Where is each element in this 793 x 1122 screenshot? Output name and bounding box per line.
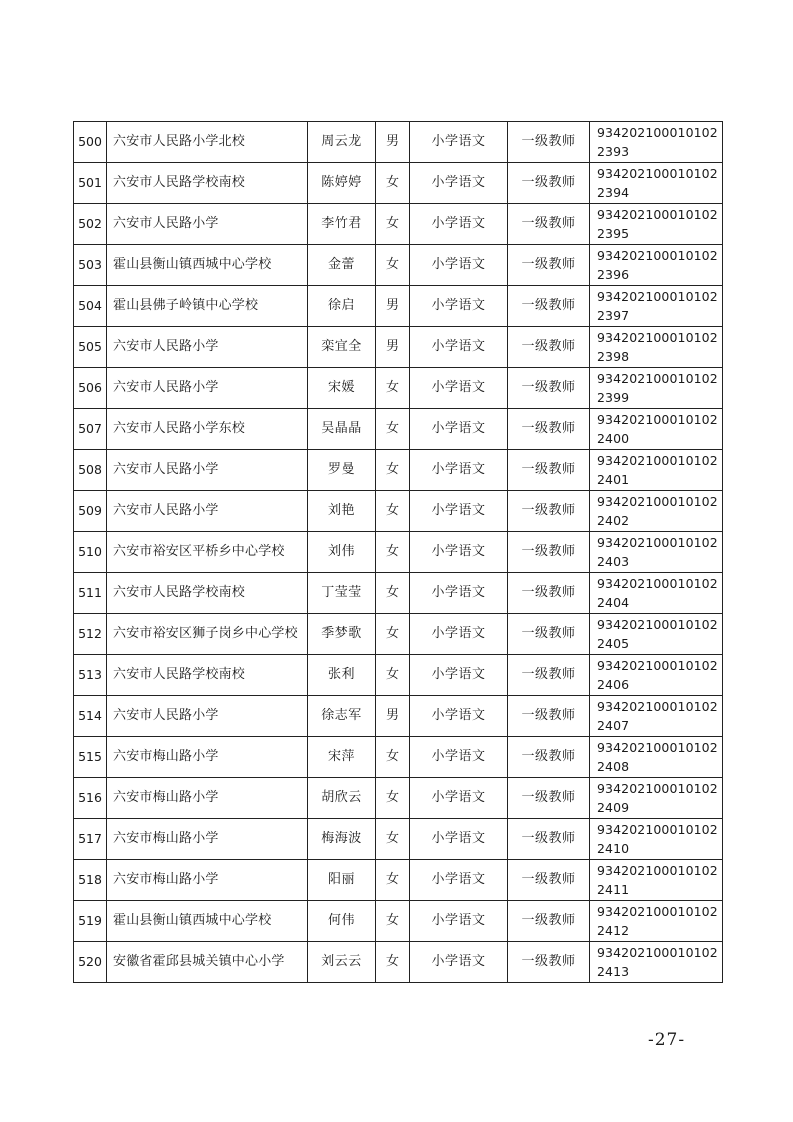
job-title-cell: 一级教师 <box>508 532 590 573</box>
certificate-number-cell: 9342021000101022410 <box>590 819 723 860</box>
table-row <box>74 491 723 532</box>
school-cell: 六安市人民路小学 <box>107 204 308 245</box>
job-title-cell: 一级教师 <box>508 573 590 614</box>
teacher-name-cell: 刘伟 <box>308 532 376 573</box>
row-number-cell: 505 <box>74 327 107 368</box>
job-title-cell: 一级教师 <box>508 860 590 901</box>
certificate-number-cell: 9342021000101022398 <box>590 327 723 368</box>
certificate-number-cell: 9342021000101022413 <box>590 942 723 983</box>
certificate-number-cell: 9342021000101022399 <box>590 368 723 409</box>
school-cell: 六安市梅山路小学 <box>107 860 308 901</box>
gender-cell: 女 <box>376 901 410 942</box>
certificate-number-cell: 9342021000101022412 <box>590 901 723 942</box>
teacher-name-cell: 刘艳 <box>308 491 376 532</box>
school-cell: 六安市人民路小学 <box>107 450 308 491</box>
page-number: -27- <box>648 1030 686 1050</box>
school-cell: 霍山县衡山镇西城中心学校 <box>107 901 308 942</box>
row-number-cell: 515 <box>74 737 107 778</box>
teacher-name-cell: 宋媛 <box>308 368 376 409</box>
school-cell: 六安市裕安区平桥乡中心学校 <box>107 532 308 573</box>
teacher-name-cell: 宋萍 <box>308 737 376 778</box>
gender-cell: 女 <box>376 655 410 696</box>
teacher-name-cell: 何伟 <box>308 901 376 942</box>
table-row <box>74 860 723 901</box>
certificate-number-cell: 9342021000101022409 <box>590 778 723 819</box>
school-cell: 六安市人民路小学北校 <box>107 122 308 163</box>
row-number-cell: 512 <box>74 614 107 655</box>
table-row <box>74 532 723 573</box>
table-body <box>74 122 723 983</box>
teacher-name-cell: 栾宜全 <box>308 327 376 368</box>
certificate-number-cell: 9342021000101022408 <box>590 737 723 778</box>
teacher-name-cell: 梅海波 <box>308 819 376 860</box>
subject-cell: 小学语文 <box>410 286 508 327</box>
school-cell: 六安市人民路学校南校 <box>107 655 308 696</box>
job-title-cell: 一级教师 <box>508 696 590 737</box>
row-number-cell: 509 <box>74 491 107 532</box>
job-title-cell: 一级教师 <box>508 204 590 245</box>
row-number-cell: 508 <box>74 450 107 491</box>
gender-cell: 女 <box>376 819 410 860</box>
certificate-number-cell: 9342021000101022411 <box>590 860 723 901</box>
job-title-cell: 一级教师 <box>508 819 590 860</box>
row-number-cell: 511 <box>74 573 107 614</box>
table-row <box>74 368 723 409</box>
subject-cell: 小学语文 <box>410 901 508 942</box>
job-title-cell: 一级教师 <box>508 614 590 655</box>
subject-cell: 小学语文 <box>410 942 508 983</box>
certificate-number-cell: 9342021000101022393 <box>590 122 723 163</box>
teacher-name-cell: 罗曼 <box>308 450 376 491</box>
school-cell: 六安市人民路小学 <box>107 696 308 737</box>
gender-cell: 女 <box>376 573 410 614</box>
table-row <box>74 655 723 696</box>
teacher-name-cell: 张利 <box>308 655 376 696</box>
table-row <box>74 204 723 245</box>
gender-cell: 女 <box>376 163 410 204</box>
school-cell: 六安市梅山路小学 <box>107 737 308 778</box>
gender-cell: 男 <box>376 286 410 327</box>
table-row <box>74 819 723 860</box>
row-number-cell: 518 <box>74 860 107 901</box>
job-title-cell: 一级教师 <box>508 491 590 532</box>
row-number-cell: 502 <box>74 204 107 245</box>
job-title-cell: 一级教师 <box>508 942 590 983</box>
gender-cell: 女 <box>376 532 410 573</box>
table-row <box>74 901 723 942</box>
teacher-name-cell: 吴晶晶 <box>308 409 376 450</box>
teacher-name-cell: 季梦歌 <box>308 614 376 655</box>
job-title-cell: 一级教师 <box>508 368 590 409</box>
certificate-number-cell: 9342021000101022405 <box>590 614 723 655</box>
teacher-name-cell: 周云龙 <box>308 122 376 163</box>
row-number-cell: 506 <box>74 368 107 409</box>
subject-cell: 小学语文 <box>410 614 508 655</box>
table-row <box>74 163 723 204</box>
table-row <box>74 778 723 819</box>
teacher-name-cell: 丁莹莹 <box>308 573 376 614</box>
certificate-number-cell: 9342021000101022401 <box>590 450 723 491</box>
subject-cell: 小学语文 <box>410 491 508 532</box>
subject-cell: 小学语文 <box>410 737 508 778</box>
certificate-number-cell: 9342021000101022406 <box>590 655 723 696</box>
subject-cell: 小学语文 <box>410 696 508 737</box>
subject-cell: 小学语文 <box>410 573 508 614</box>
gender-cell: 女 <box>376 245 410 286</box>
table-row <box>74 245 723 286</box>
row-number-cell: 516 <box>74 778 107 819</box>
subject-cell: 小学语文 <box>410 655 508 696</box>
certificate-number-cell: 9342021000101022396 <box>590 245 723 286</box>
row-number-cell: 503 <box>74 245 107 286</box>
teacher-name-cell: 陈婷婷 <box>308 163 376 204</box>
row-number-cell: 500 <box>74 122 107 163</box>
row-number-cell: 513 <box>74 655 107 696</box>
gender-cell: 女 <box>376 778 410 819</box>
subject-cell: 小学语文 <box>410 532 508 573</box>
gender-cell: 男 <box>376 327 410 368</box>
teacher-name-cell: 李竹君 <box>308 204 376 245</box>
subject-cell: 小学语文 <box>410 450 508 491</box>
subject-cell: 小学语文 <box>410 368 508 409</box>
row-number-cell: 504 <box>74 286 107 327</box>
gender-cell: 女 <box>376 614 410 655</box>
subject-cell: 小学语文 <box>410 327 508 368</box>
subject-cell: 小学语文 <box>410 122 508 163</box>
gender-cell: 女 <box>376 450 410 491</box>
school-cell: 六安市梅山路小学 <box>107 819 308 860</box>
table-row <box>74 286 723 327</box>
teacher-name-cell: 阳丽 <box>308 860 376 901</box>
row-number-cell: 517 <box>74 819 107 860</box>
row-number-cell: 507 <box>74 409 107 450</box>
teacher-name-cell: 徐启 <box>308 286 376 327</box>
job-title-cell: 一级教师 <box>508 163 590 204</box>
gender-cell: 男 <box>376 122 410 163</box>
school-cell: 六安市人民路小学 <box>107 491 308 532</box>
row-number-cell: 519 <box>74 901 107 942</box>
gender-cell: 男 <box>376 696 410 737</box>
gender-cell: 女 <box>376 942 410 983</box>
school-cell: 安徽省霍邱县城关镇中心小学 <box>107 942 308 983</box>
teacher-name-cell: 胡欣云 <box>308 778 376 819</box>
table-row <box>74 614 723 655</box>
certificate-number-cell: 9342021000101022404 <box>590 573 723 614</box>
job-title-cell: 一级教师 <box>508 327 590 368</box>
certificate-number-cell: 9342021000101022403 <box>590 532 723 573</box>
job-title-cell: 一级教师 <box>508 737 590 778</box>
teacher-name-cell: 金蕾 <box>308 245 376 286</box>
job-title-cell: 一级教师 <box>508 450 590 491</box>
row-number-cell: 520 <box>74 942 107 983</box>
subject-cell: 小学语文 <box>410 163 508 204</box>
school-cell: 六安市人民路小学 <box>107 327 308 368</box>
subject-cell: 小学语文 <box>410 204 508 245</box>
job-title-cell: 一级教师 <box>508 245 590 286</box>
subject-cell: 小学语文 <box>410 819 508 860</box>
job-title-cell: 一级教师 <box>508 655 590 696</box>
school-cell: 霍山县佛子岭镇中心学校 <box>107 286 308 327</box>
certificate-number-cell: 9342021000101022400 <box>590 409 723 450</box>
row-number-cell: 501 <box>74 163 107 204</box>
teacher-name-cell: 徐志军 <box>308 696 376 737</box>
gender-cell: 女 <box>376 409 410 450</box>
school-cell: 六安市人民路学校南校 <box>107 163 308 204</box>
row-number-cell: 514 <box>74 696 107 737</box>
certificate-number-cell: 9342021000101022394 <box>590 163 723 204</box>
certificate-number-cell: 9342021000101022395 <box>590 204 723 245</box>
job-title-cell: 一级教师 <box>508 122 590 163</box>
table-row <box>74 450 723 491</box>
school-cell: 六安市人民路小学东校 <box>107 409 308 450</box>
table-row <box>74 737 723 778</box>
job-title-cell: 一级教师 <box>508 286 590 327</box>
gender-cell: 女 <box>376 737 410 778</box>
job-title-cell: 一级教师 <box>508 409 590 450</box>
school-cell: 六安市人民路学校南校 <box>107 573 308 614</box>
certificate-number-cell: 9342021000101022397 <box>590 286 723 327</box>
table-row <box>74 327 723 368</box>
school-cell: 六安市人民路小学 <box>107 368 308 409</box>
table-row <box>74 409 723 450</box>
table-row <box>74 942 723 983</box>
gender-cell: 女 <box>376 491 410 532</box>
teacher-name-cell: 刘云云 <box>308 942 376 983</box>
row-number-cell: 510 <box>74 532 107 573</box>
subject-cell: 小学语文 <box>410 778 508 819</box>
table-row <box>74 573 723 614</box>
table-row <box>74 696 723 737</box>
subject-cell: 小学语文 <box>410 245 508 286</box>
teacher-list-table <box>73 121 723 983</box>
job-title-cell: 一级教师 <box>508 778 590 819</box>
certificate-number-cell: 9342021000101022402 <box>590 491 723 532</box>
school-cell: 六安市裕安区狮子岗乡中心学校 <box>107 614 308 655</box>
gender-cell: 女 <box>376 860 410 901</box>
subject-cell: 小学语文 <box>410 409 508 450</box>
subject-cell: 小学语文 <box>410 860 508 901</box>
table-row <box>74 122 723 163</box>
school-cell: 霍山县衡山镇西城中心学校 <box>107 245 308 286</box>
gender-cell: 女 <box>376 368 410 409</box>
gender-cell: 女 <box>376 204 410 245</box>
certificate-number-cell: 9342021000101022407 <box>590 696 723 737</box>
school-cell: 六安市梅山路小学 <box>107 778 308 819</box>
job-title-cell: 一级教师 <box>508 901 590 942</box>
